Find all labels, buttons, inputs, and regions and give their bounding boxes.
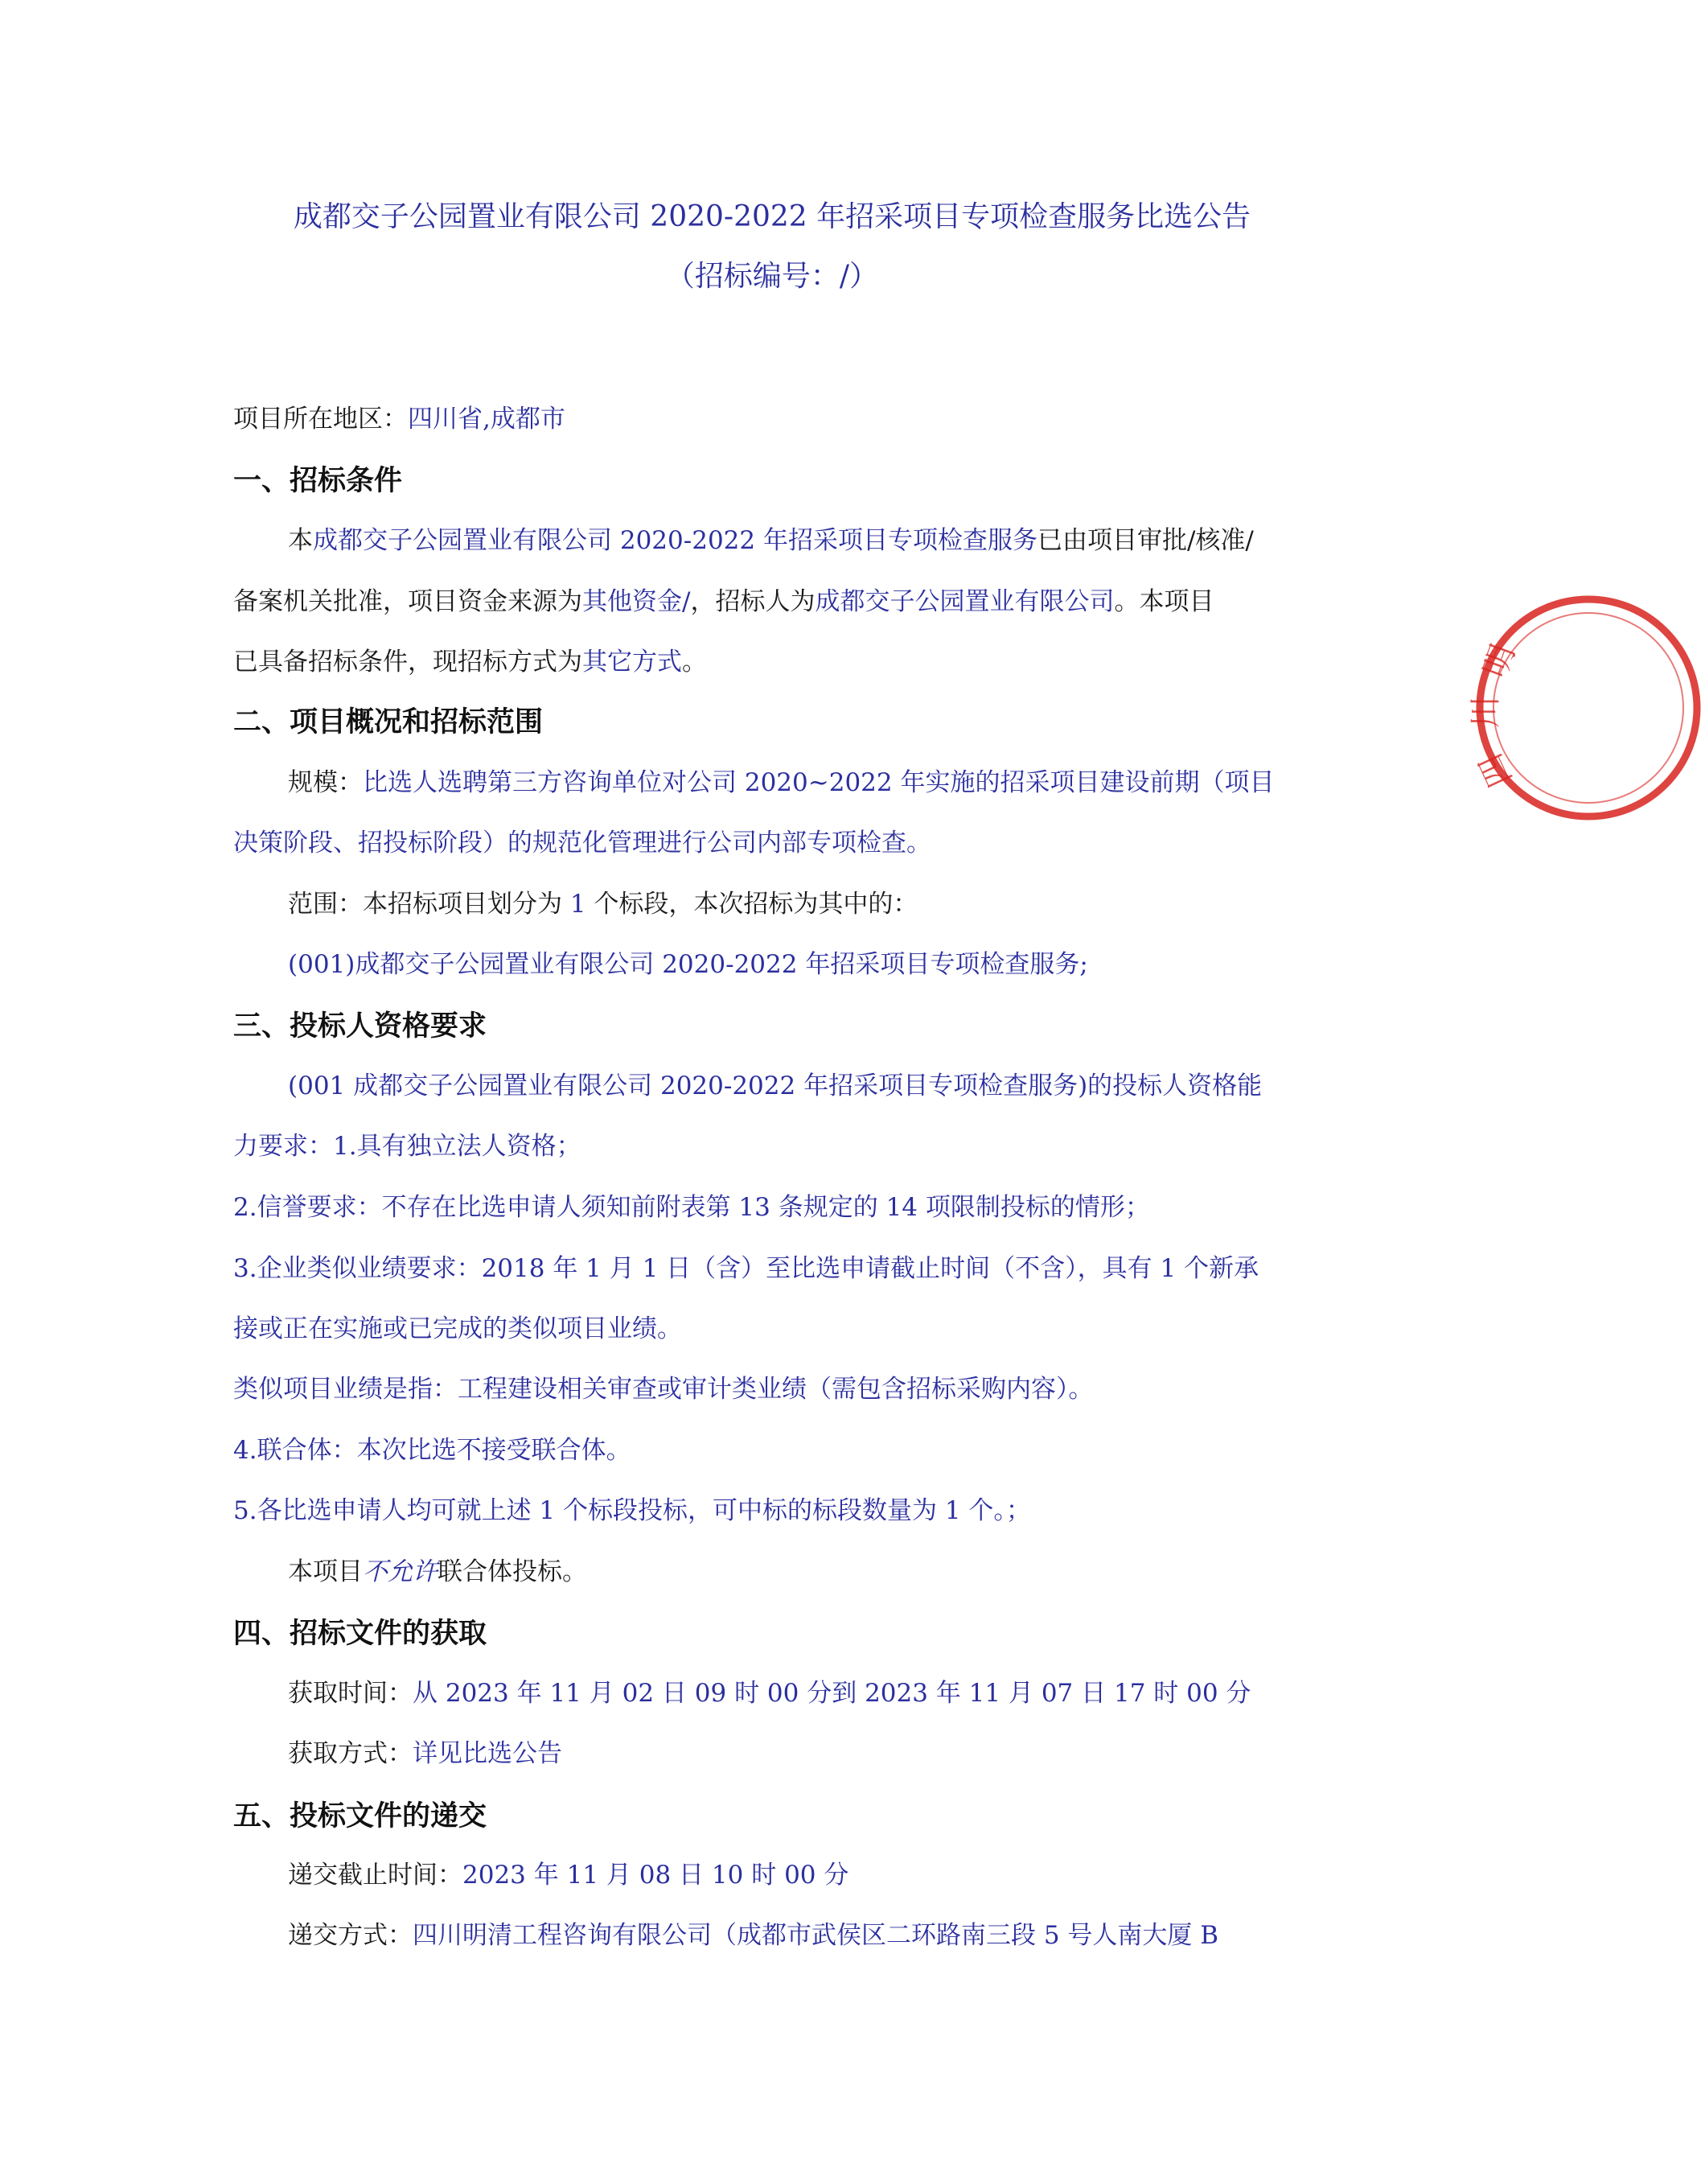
consortium-text: 联合体投标。 [438,1557,587,1586]
location-label: 项目所在地区： [233,405,408,434]
s1-text: 备案机关批准，项目资金来源为 [233,587,582,616]
s5-method-line [288,1919,1311,1952]
consortium-value: 不允许 [363,1557,438,1586]
scale-text: 比选人选聘第三方咨询单位对公司 2020~2022 年实施的招采项目建设前期（项目 [363,768,1275,797]
s1-text: ，招标人为 [690,587,816,616]
company-seal-stamp [1467,591,1705,825]
fund-source: 其他资金/ [582,587,691,616]
obtain-method-label: 获取方式： [288,1739,413,1768]
s1-text: 本 [288,526,313,555]
s1-line-2 [233,586,1311,618]
tenderer-name: 成都交子公园置业有限公司 [815,587,1115,616]
s1-line-1 [288,524,1311,557]
range-text: 个标段，本次招标为其中的： [594,890,918,919]
scale-label: 规模： [288,768,363,797]
section-heading-3: 三、投标人资格要求 [233,1010,487,1043]
deadline-value: 2023 年 11 月 08 日 10 时 00 分 [462,1861,849,1890]
s3-line-4: 3.企业类似业绩要求：2018 年 1 月 1 日（含）至比选申请截止时间（不含），具有 1 个新承 [233,1254,1259,1283]
section-heading-4: 四、招标文件的获取 [233,1618,487,1650]
obtain-time-label: 获取时间： [288,1679,413,1708]
s1-text: 已由项目审批/核准/ [1037,526,1254,555]
s1-text: 。 [682,648,707,677]
submit-method-label: 递交方式： [288,1921,413,1950]
s3-line-6: 类似项目业绩是指：工程建设相关审查或审计类业绩（需包含招标采购内容）。 [233,1375,1094,1404]
s3-line-7: 4.联合体：本次比选不接受联合体。 [233,1436,631,1465]
s2-scale-line-1 [288,767,1311,799]
s3-line-5: 接或正在实施或已完成的类似项目业绩。 [233,1314,682,1343]
s2-lot-line: (001)成都交子公园置业有限公司 2020-2022 年招采项目专项检查服务; [288,950,1088,979]
location-value: 四川省,成都市 [408,405,565,434]
s1-line-3 [233,646,1311,678]
range-text: 范围：本招标项目划分为 [288,890,562,919]
section-heading-5: 五、投标文件的递交 [233,1800,487,1832]
document-title: 成都交子公园置业有限公司 2020-2022 年招采项目专项检查服务比选公告 [293,200,1251,233]
s4-method-line [288,1738,1311,1770]
consortium-text: 本项目 [288,1557,363,1586]
project-location [233,403,1311,435]
obtain-time-value: 从 2023 年 11 月 02 日 09 时 00 分到 2023 年 11 月 07 日 17 时 00 分 [413,1679,1251,1708]
project-name: 成都交子公园置业有限公司 2020-2022 年招采项目专项检查服务 [313,526,1037,555]
obtain-method-value: 详见比选公告 [413,1739,562,1768]
tender-number: （招标编号：/） [665,260,879,293]
svg-text:明: 明 [1477,640,1523,683]
s4-time-line [288,1677,1311,1709]
s3-consortium-line [288,1556,1311,1588]
deadline-label: 递交截止时间： [288,1861,462,1890]
s1-text: 。本项目 [1114,587,1214,616]
section-heading-1: 一、招标条件 [233,465,403,497]
svg-text:四: 四 [1472,747,1520,793]
s1-text: 已具备招标条件，现招标方式为 [233,648,582,677]
tender-method: 其它方式 [582,648,682,677]
s3-line-1: (001 成都交子公园置业有限公司 2020-2022 年招采项目专项检查服务)的投标人资格能 [288,1071,1263,1100]
s3-line-3: 2.信誉要求：不存在比选申请人须知前附表第 13 条规定的 14 项限制投标的情形； [233,1193,1150,1222]
s2-range-line [288,888,1311,920]
svg-text:川: 川 [1467,696,1504,728]
s3-line-2: 力要求：1.具有独立法人资格； [233,1132,581,1161]
s3-line-8: 5.各比选申请人均可就上述 1 个标段投标，可中标的标段数量为 1 个。； [233,1496,1031,1525]
s2-scale-line-2: 决策阶段、招投标阶段）的规范化管理进行公司内部专项检查。 [233,829,931,858]
lot-count: 1 [562,890,594,919]
section-heading-2: 二、项目概况和招标范围 [233,706,544,738]
s5-deadline-line [288,1859,1311,1891]
submit-method-value: 四川明清工程咨询有限公司（成都市武侯区二环路南三段 5 号人南大厦 B [413,1921,1219,1950]
